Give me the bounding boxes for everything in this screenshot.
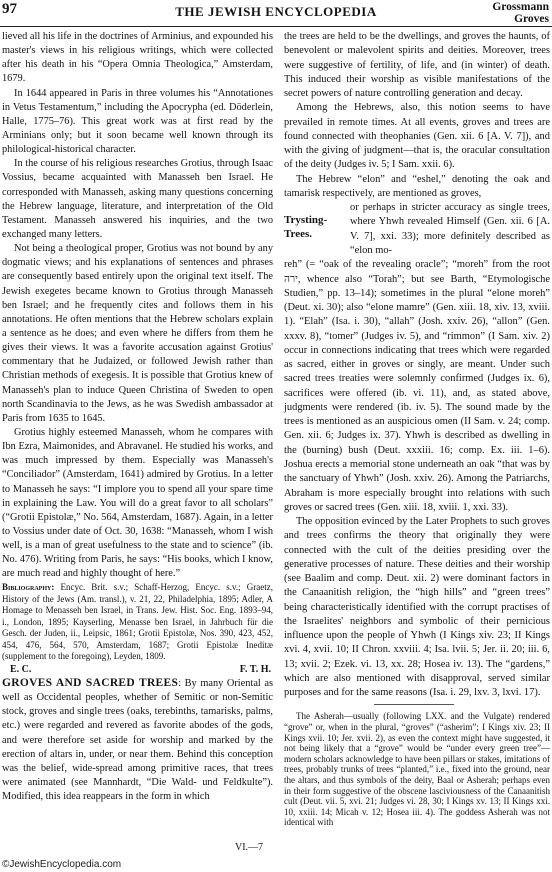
paragraph: the trees are held to be the dwellings, and groves the haunts, of benevolent or malevolent spirits and deities. Moreover, trees were suggestive of fertility, of life, and (in winter) of death. This induced their worship as visible manifestations of the secret powers of nature controlling generation and decay. — [284, 31, 550, 100]
article-start — [2, 676, 273, 804]
bibliography — [2, 582, 273, 663]
sidenote-heading: Trysting-Trees. — [284, 214, 328, 241]
signature-right: F. T. H. — [239, 663, 271, 675]
paragraph: lieved all his life in the doctrines of Arminius, and expounded his master's views in his religious writings, which were collected after his death in his “Opera Omnia Theologica,” Amsterdam, 1679. — [2, 31, 273, 85]
page-number: 97 — [2, 1, 17, 17]
footnote: The Asherah—usually (following LXX. and the Vulgate) rendered “grove” or, when in the plural, “groves” (“asherim”; I Kings xiv. 23; II Kings xvii. 10; Jer. xvii. 2), as even the context might have suggested, it not being likely that a “grove” would be “under every green tree”—modern scholars acknowledge to have been pillars or stakes, imitations of trees, probably trunks of trees “planted,” i.e., fixed into the ground, near the altars, and thus symbols of the deity, Baal or Asherah; perhaps even in their form suggestive of the obscene lasciviousness of the Canaanitish cult (Deut. vii. 5, xvi. 21; Judges vi. 28, 30; I Kings xv. 13; II Kings xxi. 10, xxiii. 14; Micah v. 12; Hosea iii. 4). The goddess Asherah was not identical with — [284, 711, 550, 828]
paragraph: reh” (= “oak of the revealing oracle”; “moreh” from the root ירה, whence also “Torah”; but see Barth, “Etymologische Studien,” pp. 13–14); sometimes in the plural “elone moreh” (Deut. xi. 30); also “elone mamre” (Gen. xiii. 18, xiv. 13, xviii. 1). “Elah” (Isa. i. 30), “allah” (Josh. xxiv. 26), “allon” (Gen. xxxv. 8), “tomer” (Judges iv. 5), and “rimmon” (I Sam. xiv. 2) occur in connections indicating that trees which were regarded as sacred, either in groves or singly, are meant. Under such sacred trees treaties were solemnly confirmed (Judges ix. 6), sacrifices were offered (ib. vi. 11), and, as stated above, judgments were rendered (ib. iv. 5). The sound made by the trees is mentioned as an auspicious omen (II Sam. v. 24; comp. Gen. xii. 6; Judges ix. 37). Yhwh is described as dwelling in the (burning) bush (Deut. xxxiii. 16; comp. Ex. iii. 1–6). Joshua erects a memorial stone underneath an oak “that was by the sanctuary of Yhwh” (Josh. xxiv. 26). Among the Patriarchs, Abraham is more especially brought into relations with such groves or sacred trees (Gen. xiii. 18, xviii. 1, xxi. 33). — [284, 259, 550, 513]
paragraph: The opposition evinced by the Later Prophets to such groves and trees confirms the theory that originally they were connected with the cult of the deities presiding over the generative processes of nature. These deities and their worship (see Baalim and comp. Deut. xii. 2) were dominant factors in the Canaanitish religion, the “high hills” and “green trees” being characteristically identified with the corrupt practises of the Israelites' neighbors and symbolic of their pernicious influence upon the people of Yhwh (I Kings xiv. 23; II Kings xvi. 4, xvii. 10; II Chron. xxviii. 4; Isa. lvii. 5; Jer. ii. 20; iii. 6, 13; xvii. 2; Ezek. vi. 13, xx. 28; Hosea iv. 13). The “gardens,” which are also mentioned with disapproval, served similar purposes and for the same reasons (Isa. i. 29, lxv. 3, lxvi. 17). — [284, 516, 550, 699]
paragraph: Grotius highly esteemed Manasseh, whom he compares with Ibn Ezra, Maimonides, and Abravanel. He studied his works, and was much impressed by them. Especially was Manasseh's “Conciliador” (Amsterdam, 1641) admired by Grotius. In a letter to Manasseh he says: “I implore you to spend all your spare time in explaining the Law. You will do a great favor to all scholars” (“Grotii Epistolæ,” No. 564, Amsterdam, 1687). Again, in a letter to Vossius under date of Oct. 30, 1638: “Manasseh, whom I wish well, is a man of great usefulness to the state and to science” (ib. No. 476). Writing from Paris, he says: “His books, which I know, are much read and highly thought of here.” — [2, 426, 273, 580]
paragraph: In the course of his religious researches Grotius, through Isaac Vossius, became acquainted with Manasseh ben Israel. He corresponded with Manasseh, asking many questions concerning the Hebrew language, literature, and interpretation of the Old Testament. Manasseh answered his inquiries, and the two exchanged many letters. — [2, 158, 273, 240]
running-head — [492, 1, 549, 25]
bibliography-label: Bibliography: — [2, 582, 55, 593]
running-head-last: Groves — [514, 13, 549, 25]
section-title: GROVES AND SACRED TREES — [2, 676, 179, 689]
folio-signature: VI.—7 — [235, 842, 264, 853]
left-column — [2, 30, 273, 804]
paragraph: The Hebrew “elon” and “eshel,” denoting the oak and tamarisk respectively, are mentioned as groves, — [284, 173, 550, 199]
sidenote-block — [284, 201, 550, 258]
site-credit[interactable]: ©JewishEncyclopedia.com — [2, 859, 122, 870]
paragraph: Among the Hebrews, also, this notion seems to have prevailed in remote times. At all events, groves and trees are found connected with theophanies (Gen. xii. 6 [A. V. 7]), and with the giving of judgment—that is, the oracular consultation of the deity (Judges iv. 5; I Sam. xxii. 6). — [284, 102, 550, 171]
paragraph: : By many Oriental as well as Occidental peoples, whether of Semitic or non-Semitic stock, groves and single trees (oaks, terebinths, tamarisks, palms, etc.) were regarded and revered as favorite abodes of the gods, and were therefore set aside for worship and marked by the erection of altars in, under, or near them. Behind this conception was the belief, wide-spread among primitive races, that trees were animated (see Mannhardt, “Die Wald- und Feldkulte”). Modified, this idea reappears in the form in which — [2, 677, 273, 803]
header-rule — [0, 26, 552, 27]
page-header — [0, 0, 552, 24]
footnote-rule — [374, 704, 454, 705]
right-column — [284, 30, 550, 828]
bibliography-text: Encyc. Brit. s.v.; Schaff-Herzog, Encyc. s.v.; Graetz, History of the Jews (Am. transl.), v. 21, 22, Philadelphia, 1895; Adler, A Homage to Menasseh ben Israel, in Trans. Jew. Hist. Soc. Eng. 1893–94, i., London, 1895; Kayserling, Menasse ben Israel, in Jahrbuch für die Gesch. der Juden, ii., Leipsic, 1861; Grotii Epistolæ, Nos. 390, 423, 452, 454, 476, 564, 570, Amsterdam, 1687; Grotii Epistolæ Ineditæ (supplement to the foregoing), Leyden, 1809. — [2, 582, 273, 662]
paragraph: In 1644 appeared in Paris in three volumes his “Annotationes in Vetus Testamentum,” including the Apocrypha (ed. Döderlein, Halle, 1775–76). This great work was at first read by the Arminians only; but it soon became well known through its philological-historical character. — [2, 87, 273, 156]
signatures — [2, 663, 273, 676]
paragraph: or perhaps in stricter accuracy as single trees, where Yhwh revealed Himself (Gen. xii. 6 [A. V. 7], xxi. 33); more definitely described as “elon mo- — [350, 202, 550, 256]
journal-title: THE JEWISH ENCYCLOPEDIA — [175, 4, 377, 19]
paragraph: Not being a theological proper, Grotius was not bound by any dogmatic views; and his explanations of sentences and phrases are consequently based entirely upon the original text itself. The Jewish exegetes became known to Grotius through Manasseh ben Israel; and he frequently cites and follows them in his annotations. He often mentions that the Hebrew scholars explain a sentence as he does; and even where he differs from them he gives their views. It was a favorite accusation against Grotius' commentary that he Judaized, or followed Jewish rather than Christian methods of exegesis. It is possible that Grotius knew of Manasseh's plan to induce Queen Christina of Sweden to open north Scandinavia to the Jews, as he was Swedish ambassador at Paris from 1635 to 1645. — [2, 243, 273, 424]
running-head-first: Grossmann — [492, 1, 549, 13]
signature-left: E. C. — [10, 663, 32, 675]
